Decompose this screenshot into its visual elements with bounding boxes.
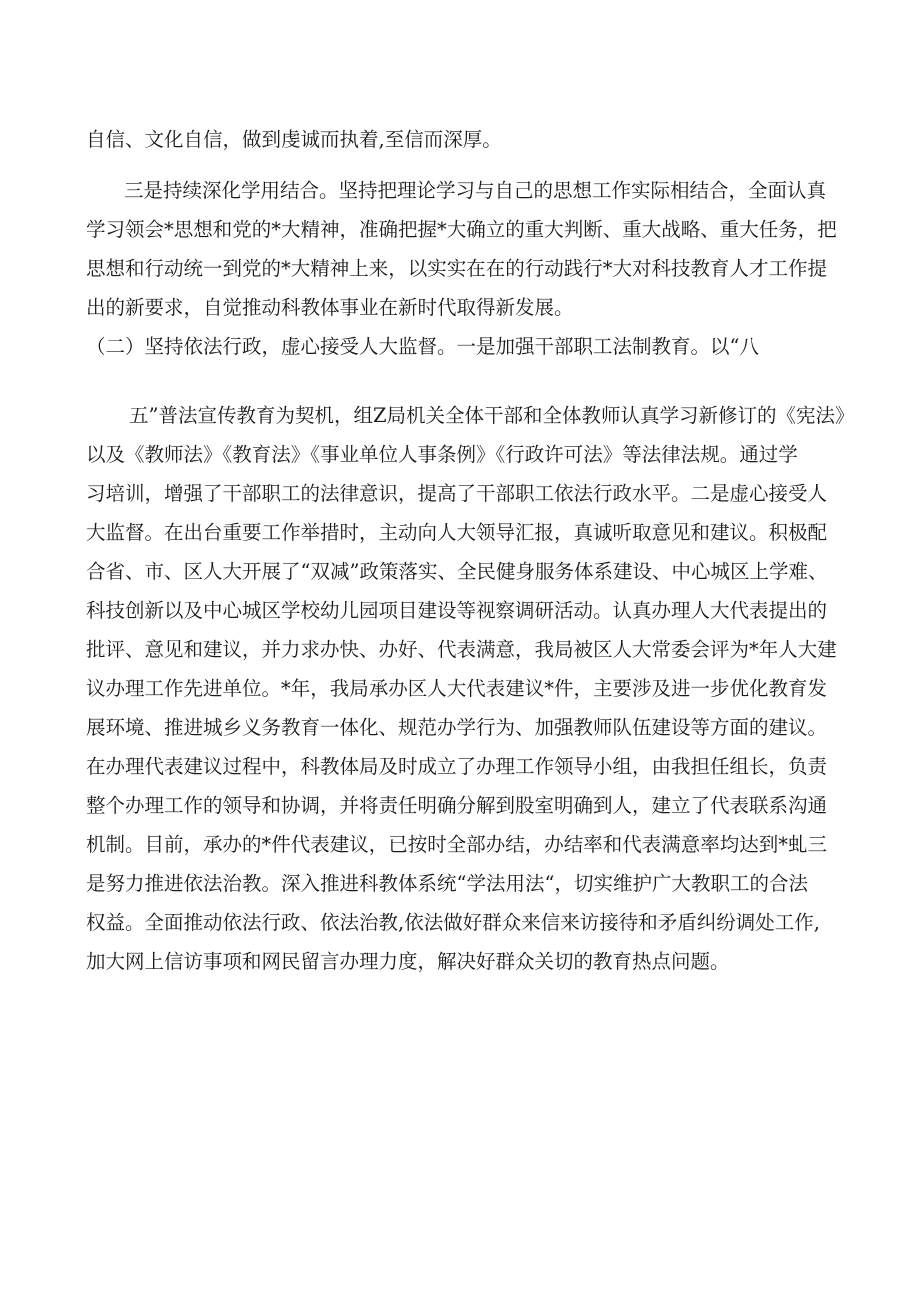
- text-line-3: 学习领会*思想和党的*大精神，准确把握*大确立的重大判断、重大战略、重大任务，把: [86, 218, 837, 241]
- text-line-20: 权益。全面推动依法行政、依法治教,依法做好群众来信来访接待和矛盾纠纷调处工作,: [86, 911, 820, 934]
- text-line-9: 习培训，增强了干部职工的法律意识，提高了干部职工依法行政水平。二是虚心接受人: [86, 482, 828, 505]
- text-line-18: 机制。目前，承办的*件代表建议，已按时全部办结，办结率和代表满意率均达到*虬三: [86, 833, 828, 856]
- text-line-5: 出的新要求，自觉推动科教体事业在新时代取得新发展。: [86, 296, 574, 319]
- text-line-1: 自信、文化自信，做到虔诚而执着,至信而深厚。: [86, 128, 502, 151]
- text-line-21: 加大网上信访事项和网民留言办理力度，解决好群众关切的教育热点问题。: [86, 950, 730, 973]
- text-line-13: 批评、意见和建议，并力求办快、办好、代表满意，我局被区人大常委会评为*年人大建: [86, 638, 837, 661]
- text-line-10: 大监督。在出台重要工作举措时，主动向人大领导汇报，真诚听取意见和建议。积极配: [86, 521, 828, 544]
- text-line-12: 科技创新以及中心城区学校幼儿园项目建设等视察调研活动。认真办理人大代表提出的: [86, 599, 828, 622]
- text-line-6: （二）坚持依法行政，虚心接受人大监督。一是加强干部职工法制教育。以“八: [86, 335, 759, 358]
- text-line-4: 思想和行动统一到党的*大精神上来，以实实在在的行动践行*大对科技教育人才工作提: [86, 257, 828, 280]
- text-line-15: 展环境、推进城乡义务教育一体化、规范办学行为、加强教师队伍建设等方面的建议。: [86, 716, 828, 739]
- text-line-19: 是努力推进依法治教。深入推进科教体系统“学法用法“，切实维护广大教职工的合法: [86, 872, 808, 895]
- text-line-2: 三是持续深化学用结合。坚持把理论学习与自己的思想工作实际相结合，全面认真: [124, 179, 827, 202]
- text-line-8: 以及《教师法》《教育法》《事业单位人事条例》《行政许可法》等法律法规。通过学: [86, 443, 798, 466]
- text-line-14: 议办理工作先进单位。*年，我局承办区人大代表建议*件，主要涉及进一步优化教育发: [86, 677, 828, 700]
- text-line-7: 五”普法宣传教育为契机，组Z局机关全体干部和全体教师认真学习新修订的《宪法》: [129, 404, 855, 427]
- text-line-11: 合省、市、区人大开展了“双减”政策落实、全民健身服务体系建设、中心城区上学难、: [86, 560, 828, 583]
- text-line-17: 整个办理工作的领导和协调，并将责任明确分解到股室明确到人，建立了代表联系沟通: [86, 794, 828, 817]
- text-line-16: 在办理代表建议过程中，科教体局及时成立了办理工作领导小组，由我担任组长，负责: [86, 755, 828, 778]
